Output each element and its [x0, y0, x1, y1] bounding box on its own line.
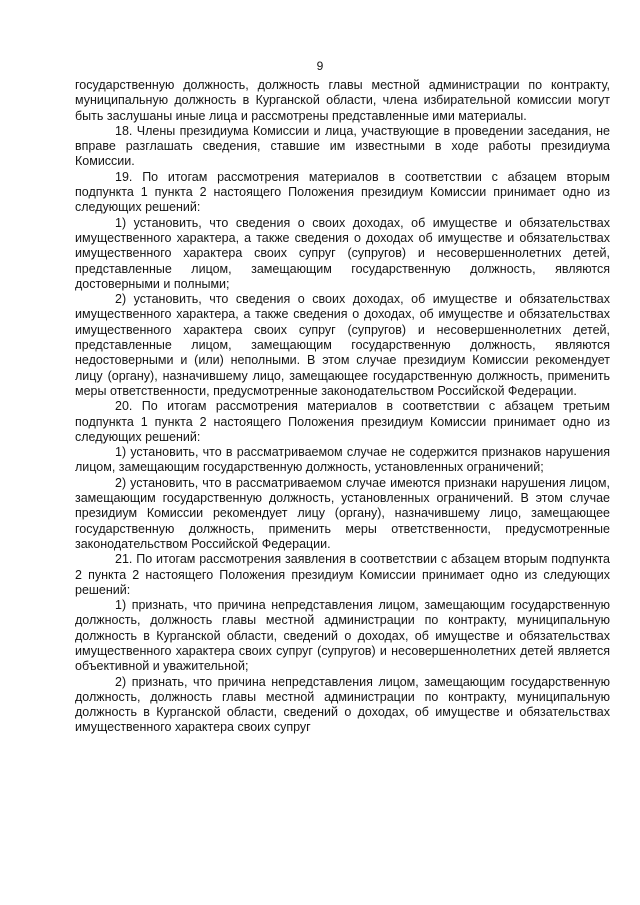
paragraph-20-item-1: 1) установить, что в рассматриваемом случае не содержится признаков нарушения лицом, замещающим государственную должность, установленных ограничений; [75, 445, 610, 475]
document-body [75, 78, 610, 736]
paragraph-19-item-1: 1) установить, что сведения о своих доходах, об имуществе и обязательствах имущественного характера, а также сведения о доходах об имуществе и обязательствах имущественного характера своих супруг (супругов) и несовершеннолетних детей, представленные лицом, замещающим государственную должность, являются достоверными и полными; [75, 215, 610, 291]
paragraph-19: 19. По итогам рассмотрения материалов в соответствии с абзацем вторым подпункта 1 пункта 2 настоящего Положения президиум Комиссии принимает одно из следующих решений: [75, 169, 610, 215]
paragraph-19-item-2: 2) установить, что сведения о своих доходах, об имуществе и обязательствах имущественного характера, а также сведения о доходах, об имуществе и обязательствах имущественного характера своих супруг (супругов) и несовершеннолетних детей, представленные лицом, замещающим государственную должность, являются недостоверными и (или) неполными. В этом случае президиум Комиссии рекомендует лицу (органу), назначившему лицо, замещающее государственную должность, применить меры ответственности, предусмотренные законодательством Российской Федерации. [75, 292, 610, 398]
page-number: 9 [316, 59, 324, 73]
paragraph-21-item-1: 1) признать, что причина непредставления лицом, замещающим государственную должность, должность главы местной администрации по контракту, муниципальную должность в Курганской области, сведений о доходах, об имуществе и обязательствах имущественного характера своих супруг (супругов) и несовершеннолетних детей является объективной и уважительной; [75, 598, 610, 674]
paragraph-18: 18. Члены президиума Комиссии и лица, участвующие в проведении заседания, не вправе разглашать сведения, ставшие им известными в ходе работы президиума Комиссии. [75, 123, 610, 169]
paragraph-20: 20. По итогам рассмотрения материалов в соответствии с абзацем третьим подпункта 1 пункта 2 настоящего Положения президиум Комиссии принимает одно из следующих решений: [75, 399, 610, 444]
paragraph-20-item-2: 2) установить, что в рассматриваемом случае имеются признаки нарушения лицом, замещающим государственную должность, установленных ограничений. В этом случае президиум Комиссии рекомендует лицу (органу), назначившему лицо, замещающее государственную должность, применить меры ответственности, предусмотренные законодательством Российской Федерации. [75, 475, 610, 551]
paragraph-continuation: государственную должность, должность главы местной администрации по контракту, муниципальную должность в Курганской области, члена избирательной комиссии могут быть заслушаны иные лица и рассмотрены представленные ими материалы. [75, 78, 610, 123]
paragraph-21: 21. По итогам рассмотрения заявления в соответствии с абзацем вторым подпункта 2 пункта 2 настоящего Положения президиум Комиссии принимает одно из следующих решений: [75, 552, 610, 597]
paragraph-21-item-2: 2) признать, что причина непредставления лицом, замещающим государственную должность, должность главы местной администрации по контракту, муниципальную должность в Курганской области, сведений о доходах, об имуществе и обязательствах имущественного характера своих супруг [75, 674, 610, 735]
